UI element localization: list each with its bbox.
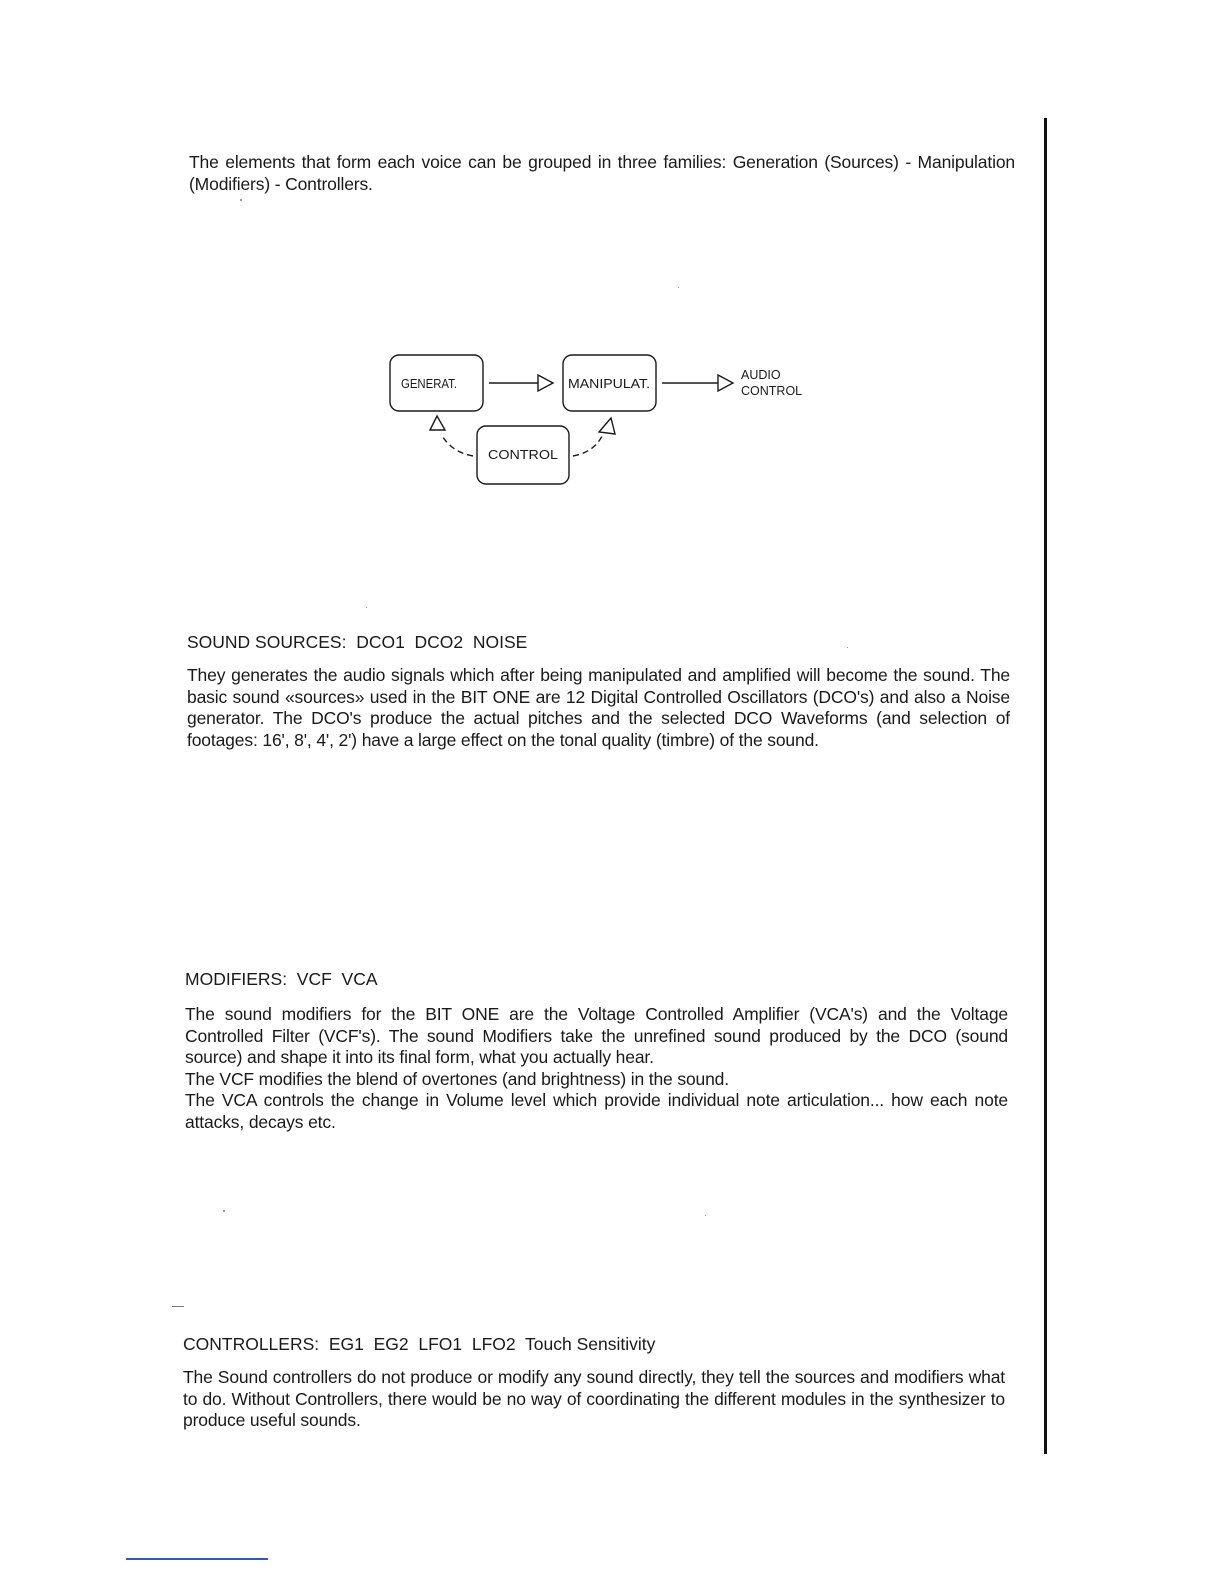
scan-speck bbox=[847, 647, 848, 648]
control-label: CONTROL bbox=[488, 448, 559, 462]
sound-sources-heading: SOUND SOURCES: DCO1 DCO2 NOISE bbox=[187, 632, 528, 652]
arrowhead-manipulat-audio bbox=[718, 375, 733, 391]
audio-control-label: CONTROL bbox=[741, 384, 803, 398]
page-footer-rule bbox=[126, 1558, 268, 1560]
scan-speck bbox=[705, 1215, 706, 1216]
modifiers-paragraph bbox=[185, 1004, 1008, 1133]
arrowhead-generat-manipulat bbox=[538, 375, 553, 391]
controllers-paragraph: The Sound controllers do not produce or modify any sound directly, they tell the sources and modifiers what to do. Without Controllers, there would be no way of coordinating the different modules in the synthesizer to produce useful sounds. bbox=[183, 1367, 1005, 1430]
page-right-rule bbox=[1044, 118, 1047, 1454]
modifiers-sentence-2: The VCF modifies the blend of overtones (and brightness) in the sound. bbox=[185, 1068, 729, 1089]
controllers-heading: CONTROLLERS: EG1 EG2 LFO1 LFO2 Touch Sensitivity bbox=[183, 1334, 656, 1354]
scan-speck bbox=[678, 287, 679, 288]
intro-paragraph: The elements that form each voice can be grouped in three families: Generation (Sources) - Manipulation (Modifiers) - Controllers. bbox=[189, 152, 1015, 194]
modifiers-heading: MODIFIERS: VCF VCA bbox=[185, 969, 378, 989]
modifiers-sentence-3: The VCA controls the change in Volume level which provide individual note articulation... how each note attacks, decays etc. bbox=[185, 1090, 1008, 1132]
signal-flow-diagram bbox=[385, 350, 825, 495]
arrowhead-control-generat bbox=[430, 416, 445, 430]
sound-sources-paragraph: They generates the audio signals which after being manipulated and amplified will become the sound. The basic sound «sources» used in the BIT ONE are 12 Digital Controlled Oscillators (DCO's) and also a Noise generator. The DCO's produce the actual pitches and the selected DCO Waveforms (and selection of footages: 16', 8', 4', 2') have a large effect on the tonal quality (timbre) of the sound. bbox=[187, 665, 1010, 750]
arrowhead-control-manipulat bbox=[599, 418, 615, 434]
dashed-control-to-manipulat bbox=[573, 434, 603, 456]
scan-speck bbox=[240, 199, 242, 201]
scan-speck bbox=[366, 607, 367, 608]
scan-speck bbox=[172, 1306, 184, 1307]
dashed-control-to-generat bbox=[441, 434, 473, 456]
manipulat-label: MANIPULAT. bbox=[568, 377, 650, 391]
audio-label: AUDIO bbox=[741, 368, 781, 382]
scan-speck bbox=[223, 1210, 225, 1212]
generat-label: GENERAT. bbox=[401, 377, 457, 391]
modifiers-sentence-1: The sound modifiers for the BIT ONE are the Voltage Controlled Amplifier (VCA's) and the Voltage Controlled Filter (VCF's). The sound Modifiers take the unrefined sound produced by the DCO (sound source) and shape it into its final form, what you actually hear. bbox=[185, 1004, 1008, 1067]
